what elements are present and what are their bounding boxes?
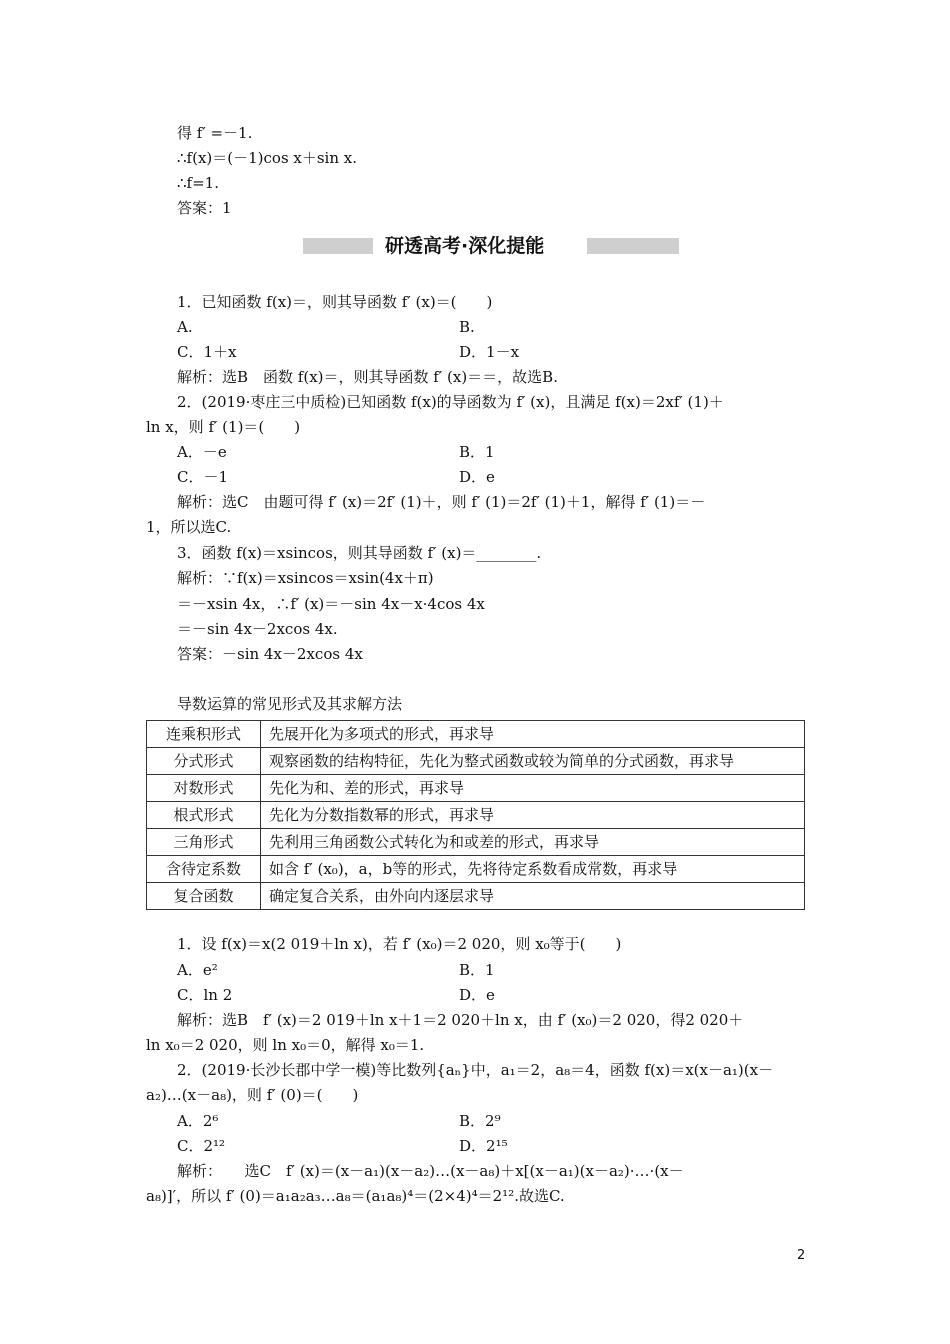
option-d: D．e — [459, 986, 495, 1004]
option-c: C．2¹² — [177, 1137, 226, 1155]
table-row — [147, 721, 805, 748]
solution-line: 得 f′ =－1. — [177, 124, 253, 142]
option-c: C．1＋x — [177, 343, 237, 361]
section-title: 研透高考·深化提能 — [385, 235, 545, 257]
method-cell: 先化为分数指数幂的形式，再求导 — [261, 802, 805, 829]
form-cell: 对数形式 — [147, 775, 261, 802]
option-a: A. — [177, 318, 193, 336]
option-c: C．ln 2 — [177, 986, 233, 1004]
method-cell: 先化为和、差的形式，再求导 — [261, 775, 805, 802]
question-stem-cont: ln x，则 f′ (1)＝( ) — [146, 418, 301, 436]
option-b: B．2⁹ — [459, 1112, 501, 1130]
method-cell: 如含 f′ (x₀)，a，b等的形式，先将待定系数看成常数，再求导 — [261, 856, 805, 883]
solution-line: ∴f=1. — [177, 174, 219, 192]
question-stem: 1．设 f(x)＝x(2 019＋ln x)，若 f′ (x₀)＝2 020，则 x₀等于( ) — [177, 935, 622, 953]
table-row — [147, 829, 805, 856]
analysis-cont: ln x₀＝2 020，则 ln x₀＝0，解得 x₀＝1. — [146, 1036, 425, 1054]
page-number: 2 — [797, 1248, 806, 1263]
analysis-line: ＝－sin 4x－2xcos 4x. — [177, 620, 338, 638]
option-a: A．2⁶ — [177, 1112, 219, 1130]
option-a: A．e² — [177, 961, 218, 979]
question-stem: 1．已知函数 f(x)＝，则其导函数 f′ (x)＝( ) — [177, 293, 493, 311]
analysis-cont: a₈)]′，所以 f′ (0)＝a₁a₂a₃…a₈＝(a₁a₈)⁴＝(2×4)⁴＝2¹².故选C. — [146, 1187, 565, 1205]
answer-line: 答案：－sin 4x－2xcos 4x — [177, 645, 363, 663]
question-stem: 3．函数 f(x)＝xsincos，则其导函数 f′ (x)＝________. — [177, 544, 542, 562]
method-cell: 先利用三角函数公式转化为和或差的形式，再求导 — [261, 829, 805, 856]
banner-bar-left — [303, 238, 373, 254]
option-b: B．1 — [459, 443, 495, 461]
option-b: B. — [459, 318, 475, 336]
analysis-line: ＝－xsin 4x，∴f′ (x)＝－sin 4x－x·4cos 4x — [177, 595, 485, 613]
table-row — [147, 748, 805, 775]
table-row — [147, 802, 805, 829]
methods-table — [146, 720, 805, 910]
table-caption: 导数运算的常见形式及其求解方法 — [177, 695, 403, 713]
option-b: B．1 — [459, 961, 495, 979]
form-cell: 含待定系数 — [147, 856, 261, 883]
analysis: 解析：选C 由题可得 f′ (x)＝2f′ (1)＋，则 f′ (1)＝2f′ (1)＋1，解得 f′ (1)＝－ — [177, 493, 706, 511]
option-c: C．－1 — [177, 468, 229, 486]
analysis: 解析：选B f′ (x)＝2 019＋ln x＋1＝2 020＋ln x，由 f′ (x₀)＝2 020，得2 020＋ — [177, 1011, 744, 1029]
answer-line: 答案：1 — [177, 199, 232, 217]
form-cell: 根式形式 — [147, 802, 261, 829]
table-row — [147, 856, 805, 883]
analysis: 解析： 选C f′ (x)＝(x－a₁)(x－a₂)…(x－a₈)＋x[(x－a₁)(x－a₂)·…·(x－ — [177, 1162, 684, 1180]
option-a: A．－e — [177, 443, 227, 461]
banner-bar-right — [587, 238, 679, 254]
question-stem: 2．(2019·枣庄三中质检)已知函数 f(x)的导函数为 f′ (x)，且满足 f(x)＝2xf′ (1)＋ — [177, 393, 724, 411]
form-cell: 复合函数 — [147, 883, 261, 910]
analysis-cont: 1，所以选C. — [146, 518, 232, 536]
solution-line: ∴f(x)＝(－1)cos x＋sin x. — [177, 149, 358, 167]
table-row — [147, 775, 805, 802]
section-banner — [303, 234, 679, 258]
analysis: 解析：选B 函数 f(x)＝，则其导函数 f′ (x)＝＝，故选B. — [177, 368, 558, 386]
option-d: D．1－x — [459, 343, 520, 361]
option-d: D．e — [459, 468, 495, 486]
question-stem: 2．(2019·长沙长郡中学一模)等比数列{aₙ}中，a₁＝2，a₈＝4，函数 f(x)＝x(x－a₁)(x－ — [177, 1061, 774, 1079]
form-cell: 三角形式 — [147, 829, 261, 856]
table-row — [147, 883, 805, 910]
analysis: 解析：∵f(x)＝xsincos＝xsin(4x＋π) — [177, 569, 434, 587]
method-cell: 先展开化为多项式的形式，再求导 — [261, 721, 805, 748]
form-cell: 分式形式 — [147, 748, 261, 775]
option-d: D．2¹⁵ — [459, 1137, 508, 1155]
form-cell: 连乘积形式 — [147, 721, 261, 748]
question-stem-cont: a₂)…(x－a₈)，则 f′ (0)＝( ) — [146, 1086, 359, 1104]
method-cell: 观察函数的结构特征，先化为整式函数或较为简单的分式函数，再求导 — [261, 748, 805, 775]
method-cell: 确定复合关系，由外向内逐层求导 — [261, 883, 805, 910]
